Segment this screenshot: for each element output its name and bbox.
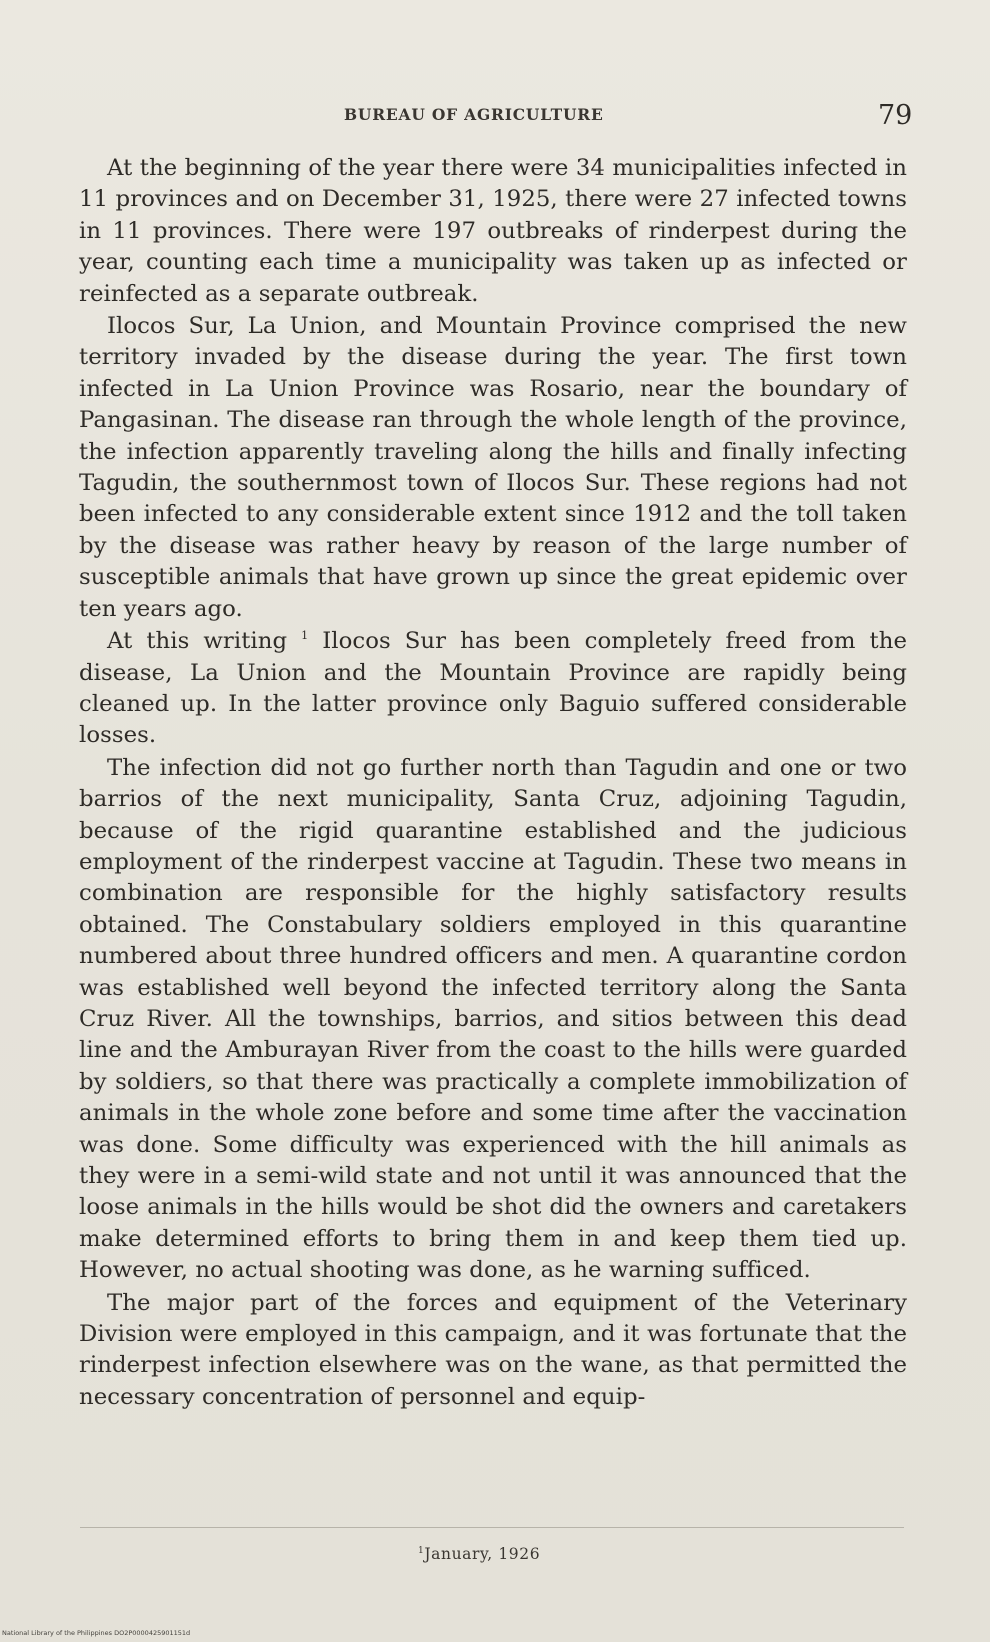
paragraph-5: The major part of the forces and equipment of the Veterinary Division were employed in this campaign, and it was fortunate that the rinderpest infection elsewhere was on the wane, as that permitted the necessary concentration of personnel and equip-: [79, 1289, 907, 1410]
paragraph-1: At the beginning of the year there were 34 municipalities infected in 11 provinces and on December 31, 1925, there were 27 infected towns in 11 provinces. There were 197 outbreaks of rinderpest during the year, counting each time a municipality was taken up as infected or reinfected as a separate outbreak.: [79, 155, 907, 307]
footnote-mark: 1: [418, 1546, 425, 1556]
paragraph-3: [79, 626, 907, 752]
footnote-text: January, 1926: [424, 1545, 541, 1563]
page-number: 79: [878, 100, 913, 131]
footnote: [418, 1545, 540, 1563]
body-text: [79, 153, 907, 1413]
paragraph-4: The infection did not go further north than Tagudin and one or two barrios of the next municipality, Santa Cruz, adjoining Tagudin, because of the rigid quarantine established and the judicious employment of the rinderpest vaccine at Tagudin. These two means in combination are responsible for the highly satisfactory results obtained. The Constabulary soldiers employed in this quarantine numbered about three hundred officers and men. A quarantine cordon was established well beyond the infected territory along the Santa Cruz River. All the townships, barrios, and sitios between this dead line and the Amburayan River from the coast to the hills were guarded by soldiers, so that there was practically a complete immobilization of animals in the whole zone before and some time after the vaccination was done. Some difficulty was experienced with the hill animals as they were in a semi-wild state and not until it was announced that the loose animals in the hills would be shot did the owners and caretakers make determined efforts to bring them in and keep them tied up. However, no actual shooting was done, as he warning sufficed.: [79, 754, 907, 1284]
paragraph-3-rest: Ilocos Sur has been completely freed from the disease, La Union and the Mountain Province are rapidly being cleaned up. In the latter province only Baguio suffered considerable losses.: [79, 628, 908, 749]
running-title: BUREAU OF AGRICULTURE: [344, 105, 604, 124]
footnote-reference: 1: [301, 629, 309, 643]
paragraph-3-lead: At this writing: [107, 628, 288, 655]
scan-label: National Library of the Philippines DO2P0000425901151d: [2, 1629, 191, 1637]
paragraph-2: Ilocos Sur, La Union, and Mountain Province comprised the new territory invaded by the disease during the year. The first town infected in La Union Province was Rosario, near the boundary of Pangasinan. The disease ran through the whole length of the province, the infection apparently traveling along the hills and finally infecting Tagudin, the southernmost town of Ilocos Sur. These regions had not been infected to any considerable extent since 1912 and the toll taken by the disease was rather heavy by reason of the large number of susceptible animals that have grown up since the great epidemic over ten years ago.: [79, 313, 907, 622]
footnote-divider: [80, 1527, 904, 1528]
